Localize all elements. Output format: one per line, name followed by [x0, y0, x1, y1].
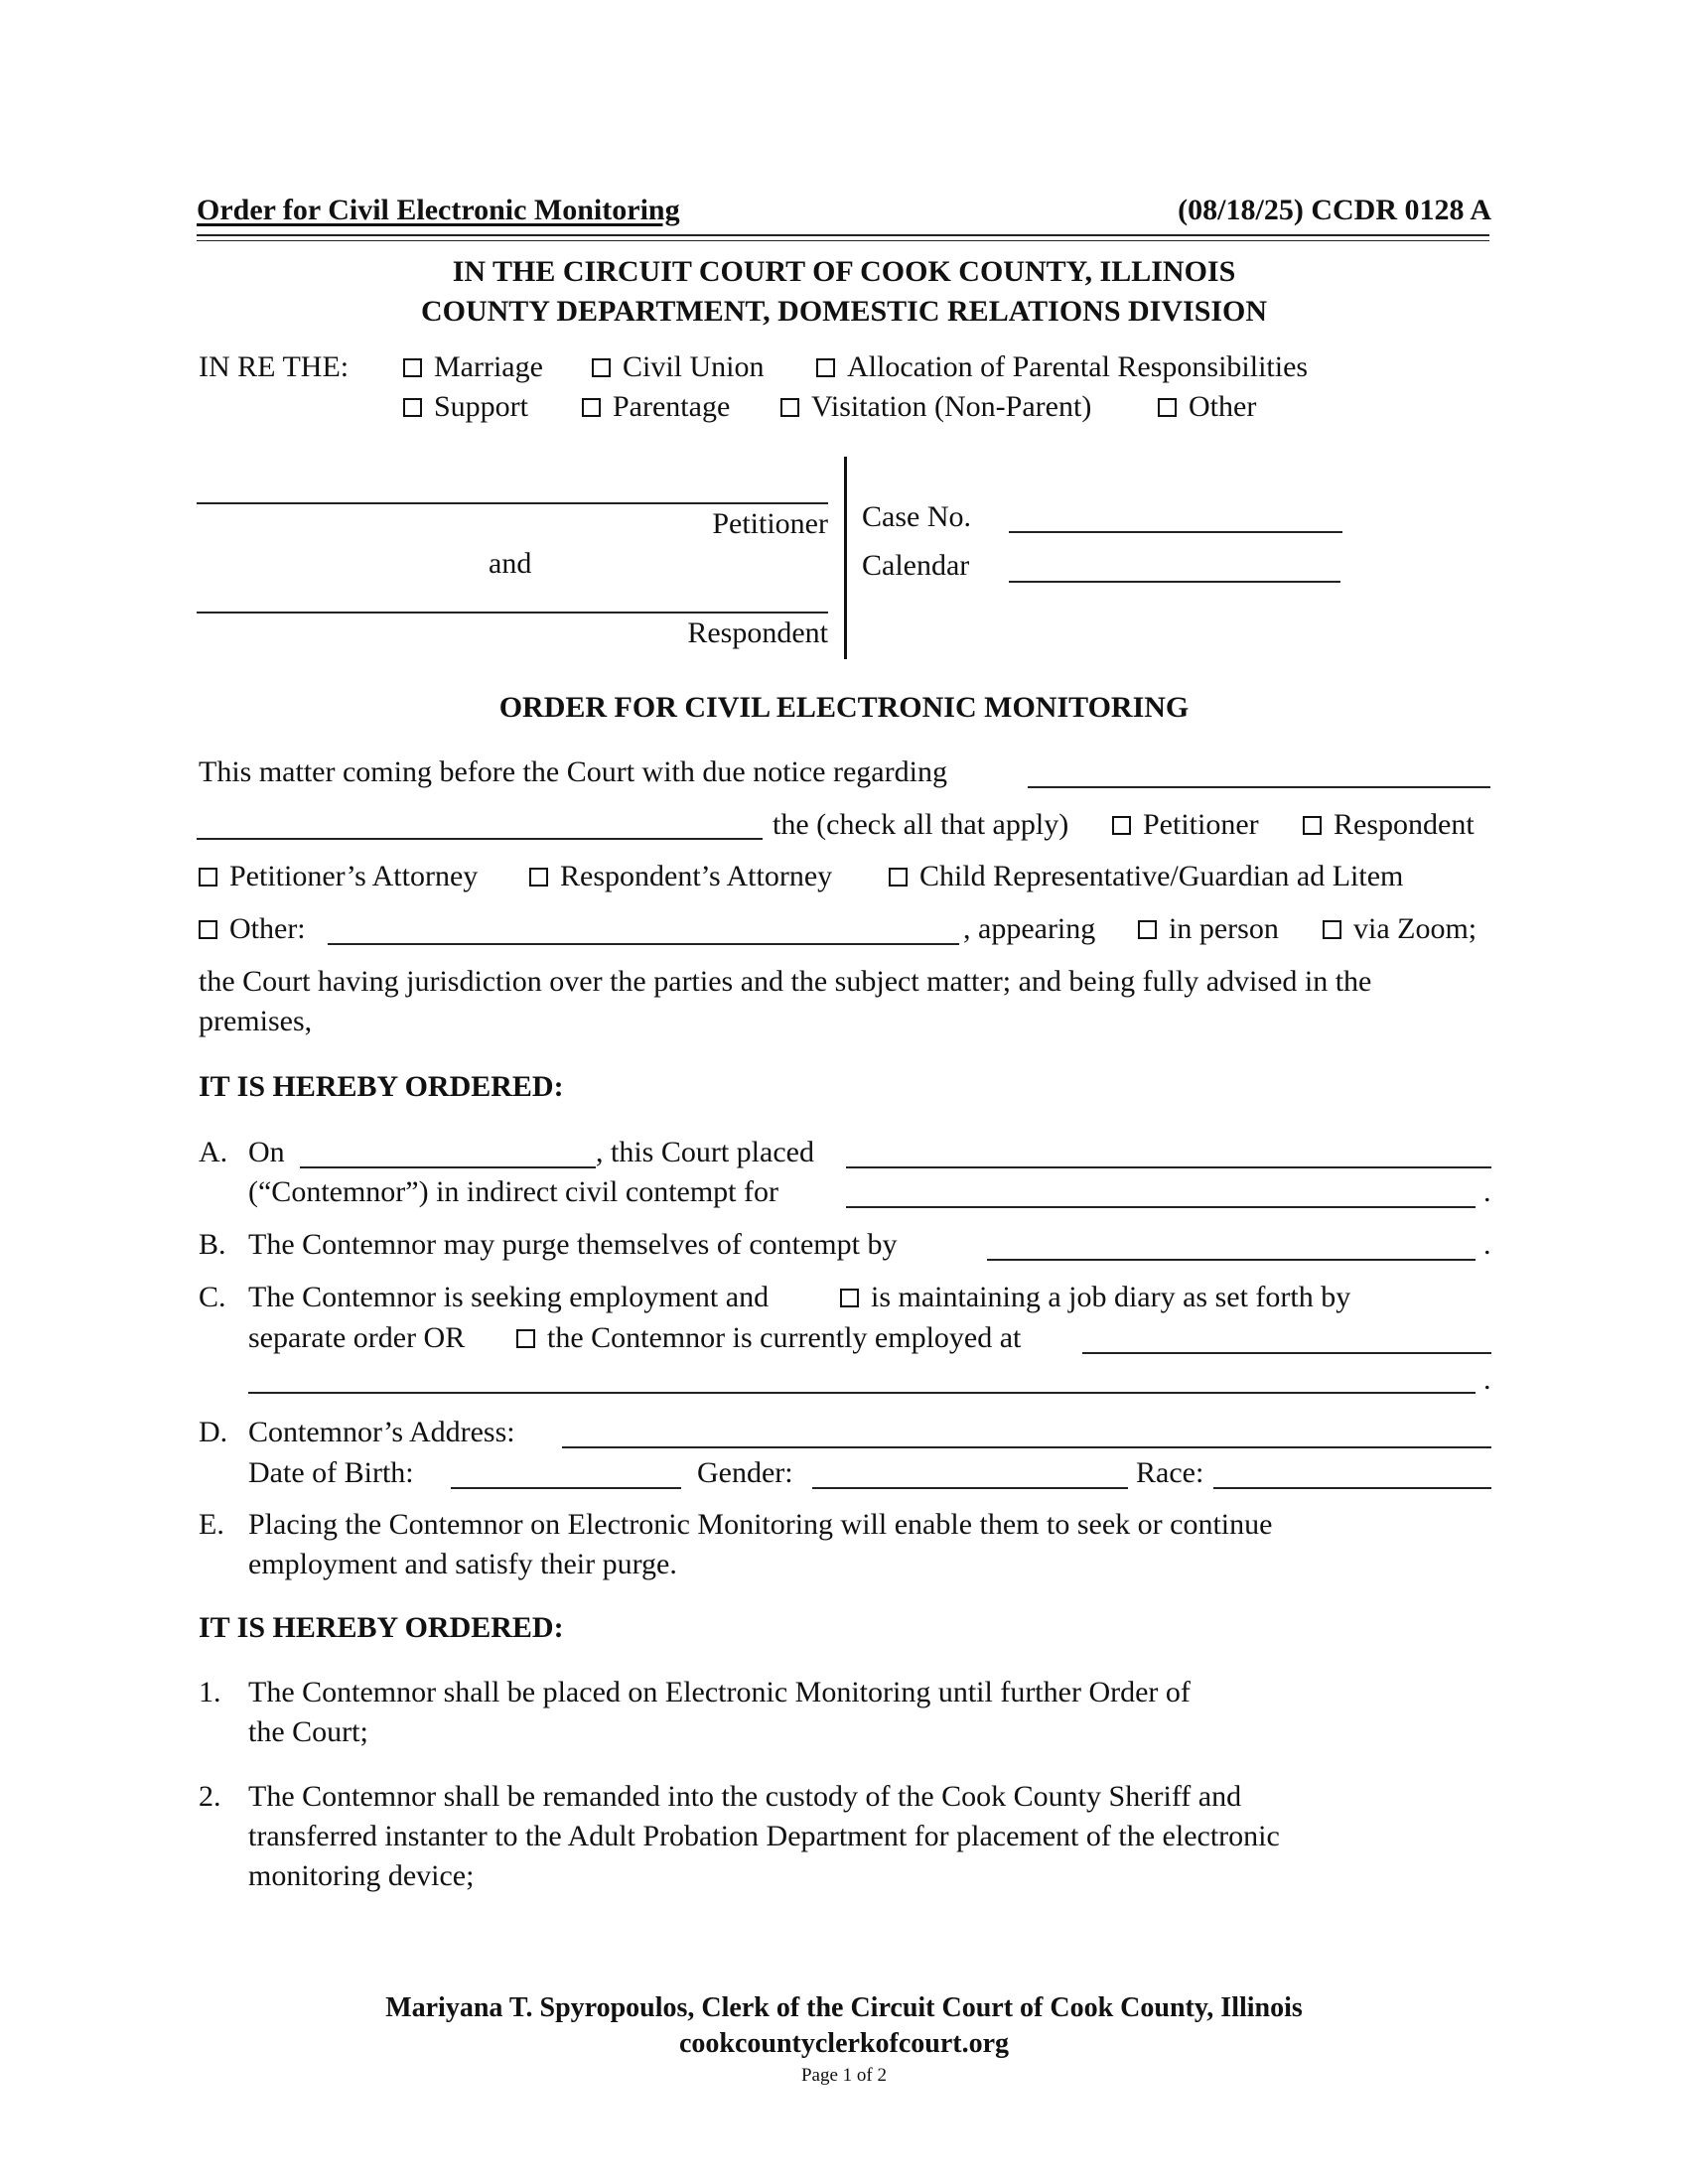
checkbox-employed[interactable] — [516, 1329, 535, 1348]
option-marriage[interactable]: Marriage — [403, 349, 543, 385]
option-visitation[interactable]: Visitation (Non-Parent) — [780, 389, 1091, 425]
finding-e-line-1: Placing the Contemnor on Electronic Monitoring will enable them to seek or continue — [248, 1508, 1273, 1541]
court-line-2: COUNTY DEPARTMENT, DOMESTIC RELATIONS DIVISION — [420, 295, 1268, 328]
finding-a-letter: A. — [199, 1136, 228, 1168]
checkbox-other[interactable] — [1158, 398, 1177, 417]
order-1-line-1: The Contemnor shall be placed on Electronic Monitoring until further Order of — [248, 1676, 1191, 1708]
appearing-respondent[interactable]: Respondent — [1303, 807, 1475, 843]
appearing-child-rep[interactable]: Child Representative/Guardian ad Litem — [889, 859, 1403, 894]
checkbox-civil-union[interactable] — [592, 358, 611, 377]
check-all-label: the (check all that apply) — [773, 808, 1069, 841]
respondent-name-field[interactable] — [197, 582, 828, 614]
employer-field-2[interactable] — [248, 1362, 1476, 1394]
page-number: Page 1 of 2 — [800, 2065, 887, 2086]
checkbox-other-party[interactable] — [199, 920, 217, 939]
jurisdiction-line-1: the Court having jurisdiction over the parties and the subject matter; and being fully advised in the — [199, 965, 1372, 998]
checkbox-child-rep[interactable] — [889, 868, 908, 887]
in-person-option[interactable]: in person — [1138, 911, 1279, 947]
purge-field[interactable] — [987, 1229, 1476, 1261]
checkbox-job-diary[interactable] — [840, 1289, 859, 1307]
checkbox-parentage[interactable] — [582, 398, 601, 417]
matter-field[interactable] — [1028, 756, 1490, 788]
order-2-number: 2. — [199, 1780, 221, 1813]
appearing-petitioners-attorney[interactable]: Petitioner’s Attorney — [199, 859, 478, 894]
contemnor-name-field[interactable] — [846, 1137, 1491, 1168]
jurisdiction-line-2: premises, — [199, 1005, 313, 1037]
appearing-petitioner[interactable]: Petitioner — [1112, 807, 1259, 843]
caption-divider — [844, 457, 847, 659]
checkbox-in-person[interactable] — [1138, 920, 1157, 939]
order-2-line-1: The Contemnor shall be remanded into the custody of the Cook County Sheriff and — [248, 1780, 1242, 1813]
calendar-label: Calendar — [862, 549, 970, 582]
race-label: Race: — [1136, 1456, 1204, 1489]
checkbox-allocation[interactable] — [816, 358, 835, 377]
case-no-label: Case No. — [862, 500, 971, 533]
header-divider-thin — [197, 240, 1489, 241]
finding-e-letter: E. — [199, 1508, 224, 1541]
finding-e-line-2: employment and satisfy their purge. — [248, 1548, 677, 1580]
order-1-number: 1. — [199, 1676, 221, 1708]
finding-b-text: The Contemnor may purge themselves of contempt by — [248, 1228, 898, 1261]
order-2-line-3: monitoring device; — [248, 1859, 475, 1892]
via-zoom-option[interactable]: via Zoom; — [1323, 911, 1477, 947]
checkbox-respondent[interactable] — [1303, 816, 1322, 835]
appearing-other[interactable]: Other: — [199, 911, 306, 947]
dob-label: Date of Birth: — [248, 1456, 414, 1489]
matter-field-2[interactable] — [197, 808, 763, 840]
checkbox-visitation[interactable] — [780, 398, 799, 417]
checkbox-respondents-attorney[interactable] — [529, 868, 548, 887]
and-label: and — [489, 547, 532, 580]
calendar-field[interactable] — [1009, 551, 1340, 583]
form-title: Order for Civil Electronic Monitoring — [197, 194, 680, 226]
option-parentage[interactable]: Parentage — [582, 389, 730, 425]
intro-line-1: This matter coming before the Court with due notice regarding — [199, 755, 947, 788]
option-other[interactable]: Other — [1158, 389, 1256, 425]
job-diary-option[interactable]: is maintaining a job diary as set forth by — [840, 1280, 1350, 1315]
address-label: Contemnor’s Address: — [248, 1416, 515, 1448]
contempt-date-field[interactable] — [300, 1137, 596, 1168]
ordered-heading-1: IT IS HEREBY ORDERED: — [199, 1070, 564, 1103]
finding-c-period: . — [1483, 1363, 1491, 1396]
checkbox-petitioners-attorney[interactable] — [199, 868, 217, 887]
checkbox-marriage[interactable] — [403, 358, 422, 377]
order-2-line-2: transferred instanter to the Adult Probation Department for placement of the electronic — [248, 1820, 1280, 1852]
option-allocation[interactable]: Allocation of Parental Responsibilities — [816, 349, 1308, 385]
finding-a-line-2: (“Contemnor”) in indirect civil contempt for — [248, 1175, 778, 1208]
finding-d-letter: D. — [199, 1416, 228, 1448]
contempt-reason-field[interactable] — [846, 1176, 1476, 1208]
race-field[interactable] — [1213, 1457, 1491, 1489]
finding-a-on: On — [248, 1136, 285, 1168]
checkbox-via-zoom[interactable] — [1323, 920, 1341, 939]
finding-b-period: . — [1483, 1228, 1491, 1261]
form-code: (08/18/25) CCDR 0128 A — [1178, 194, 1491, 226]
ordered-heading-2: IT IS HEREBY ORDERED: — [199, 1611, 564, 1644]
gender-label: Gender: — [697, 1456, 793, 1489]
finding-a-period: . — [1483, 1175, 1491, 1208]
checkbox-petitioner[interactable] — [1112, 816, 1131, 835]
finding-a-placed: , this Court placed — [596, 1136, 814, 1168]
dob-field[interactable] — [451, 1457, 681, 1489]
footer-website[interactable]: cookcountyclerkofcourt.org — [678, 2028, 1010, 2059]
other-party-field[interactable] — [328, 913, 959, 945]
finding-b-letter: B. — [199, 1228, 226, 1261]
petitioner-label: Petitioner — [712, 507, 828, 540]
respondent-label: Respondent — [687, 616, 828, 649]
header-divider — [197, 234, 1489, 236]
court-line-1: IN THE CIRCUIT COURT OF COOK COUNTY, ILLINOIS — [452, 255, 1236, 288]
option-civil-union[interactable]: Civil Union — [592, 349, 765, 385]
order-1-line-2: the Court; — [248, 1715, 368, 1748]
finding-c-text-1: The Contemnor is seeking employment and — [248, 1281, 770, 1313]
petitioner-name-field[interactable] — [197, 473, 828, 504]
footer-clerk: Mariyana T. Spyropoulos, Clerk of the Circuit Court of Cook County, Illinois — [385, 1992, 1303, 2023]
case-no-field[interactable] — [1009, 501, 1342, 533]
checkbox-support[interactable] — [403, 398, 422, 417]
option-support[interactable]: Support — [403, 389, 528, 425]
order-title: ORDER FOR CIVIL ELECTRONIC MONITORING — [498, 691, 1190, 724]
finding-c-text-3: separate order OR — [248, 1321, 466, 1354]
employer-field[interactable] — [1082, 1322, 1491, 1354]
address-field[interactable] — [562, 1417, 1491, 1448]
finding-c-letter: C. — [199, 1281, 226, 1313]
appearing-label: , appearing — [963, 912, 1096, 945]
appearing-respondents-attorney[interactable]: Respondent’s Attorney — [529, 859, 832, 894]
gender-field[interactable] — [812, 1457, 1128, 1489]
employed-option[interactable]: the Contemnor is currently employed at — [516, 1320, 1021, 1356]
in-re-label: IN RE THE: — [199, 350, 350, 383]
